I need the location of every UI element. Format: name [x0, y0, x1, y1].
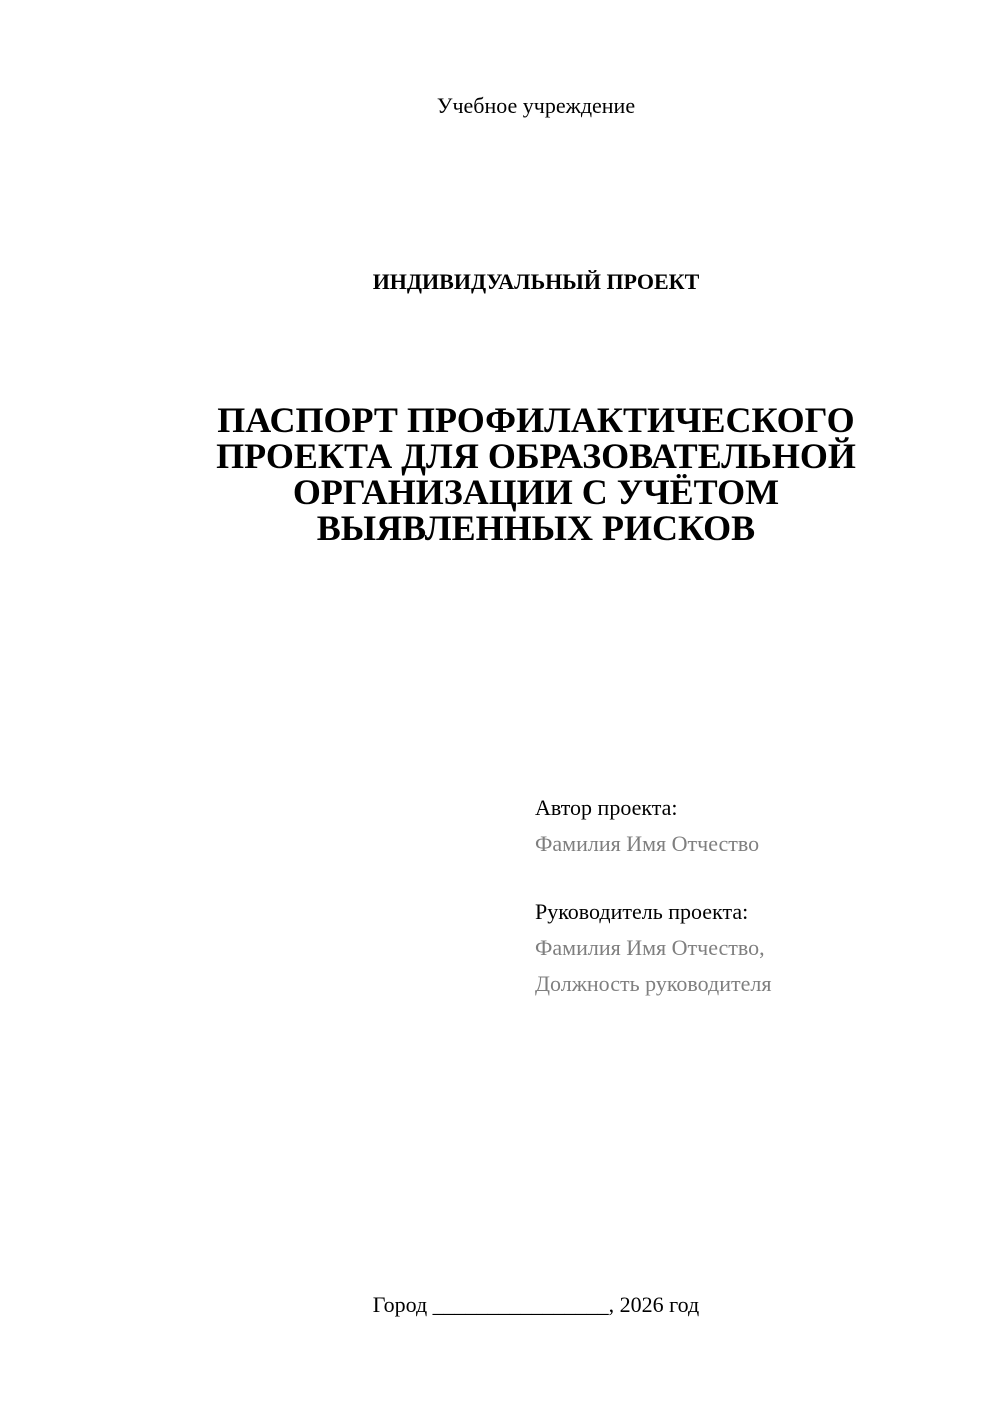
institution-name: Учебное учреждение — [436, 93, 636, 118]
author-label: Автор проекта: — [535, 795, 678, 820]
author-name: Фамилия Имя Отчество — [535, 831, 760, 856]
credits-spacer — [535, 862, 975, 894]
supervisor-position: Должность руководителя — [535, 971, 772, 996]
supervisor-label: Руководитель проекта: — [535, 899, 749, 924]
project-type-heading: ИНДИВИДУАЛЬНЫЙ ПРОЕКТ — [372, 269, 700, 294]
title-line: ПРОЕКТА ДЛЯ ОБРАЗОВАТЕЛЬНОЙ — [216, 436, 856, 476]
credits-block — [535, 790, 975, 1002]
supervisor-name: Фамилия Имя Отчество, — [535, 935, 765, 960]
title-line: ВЫЯВЛЕННЫХ РИСКОВ — [316, 508, 756, 548]
document-title — [186, 402, 886, 546]
city-year-footer: Город ________________, 2026 год — [372, 1292, 700, 1317]
title-line: ПАСПОРТ ПРОФИЛАКТИЧЕСКОГО — [217, 400, 855, 440]
title-line: ОРГАНИЗАЦИИ С УЧЁТОМ — [292, 472, 780, 512]
